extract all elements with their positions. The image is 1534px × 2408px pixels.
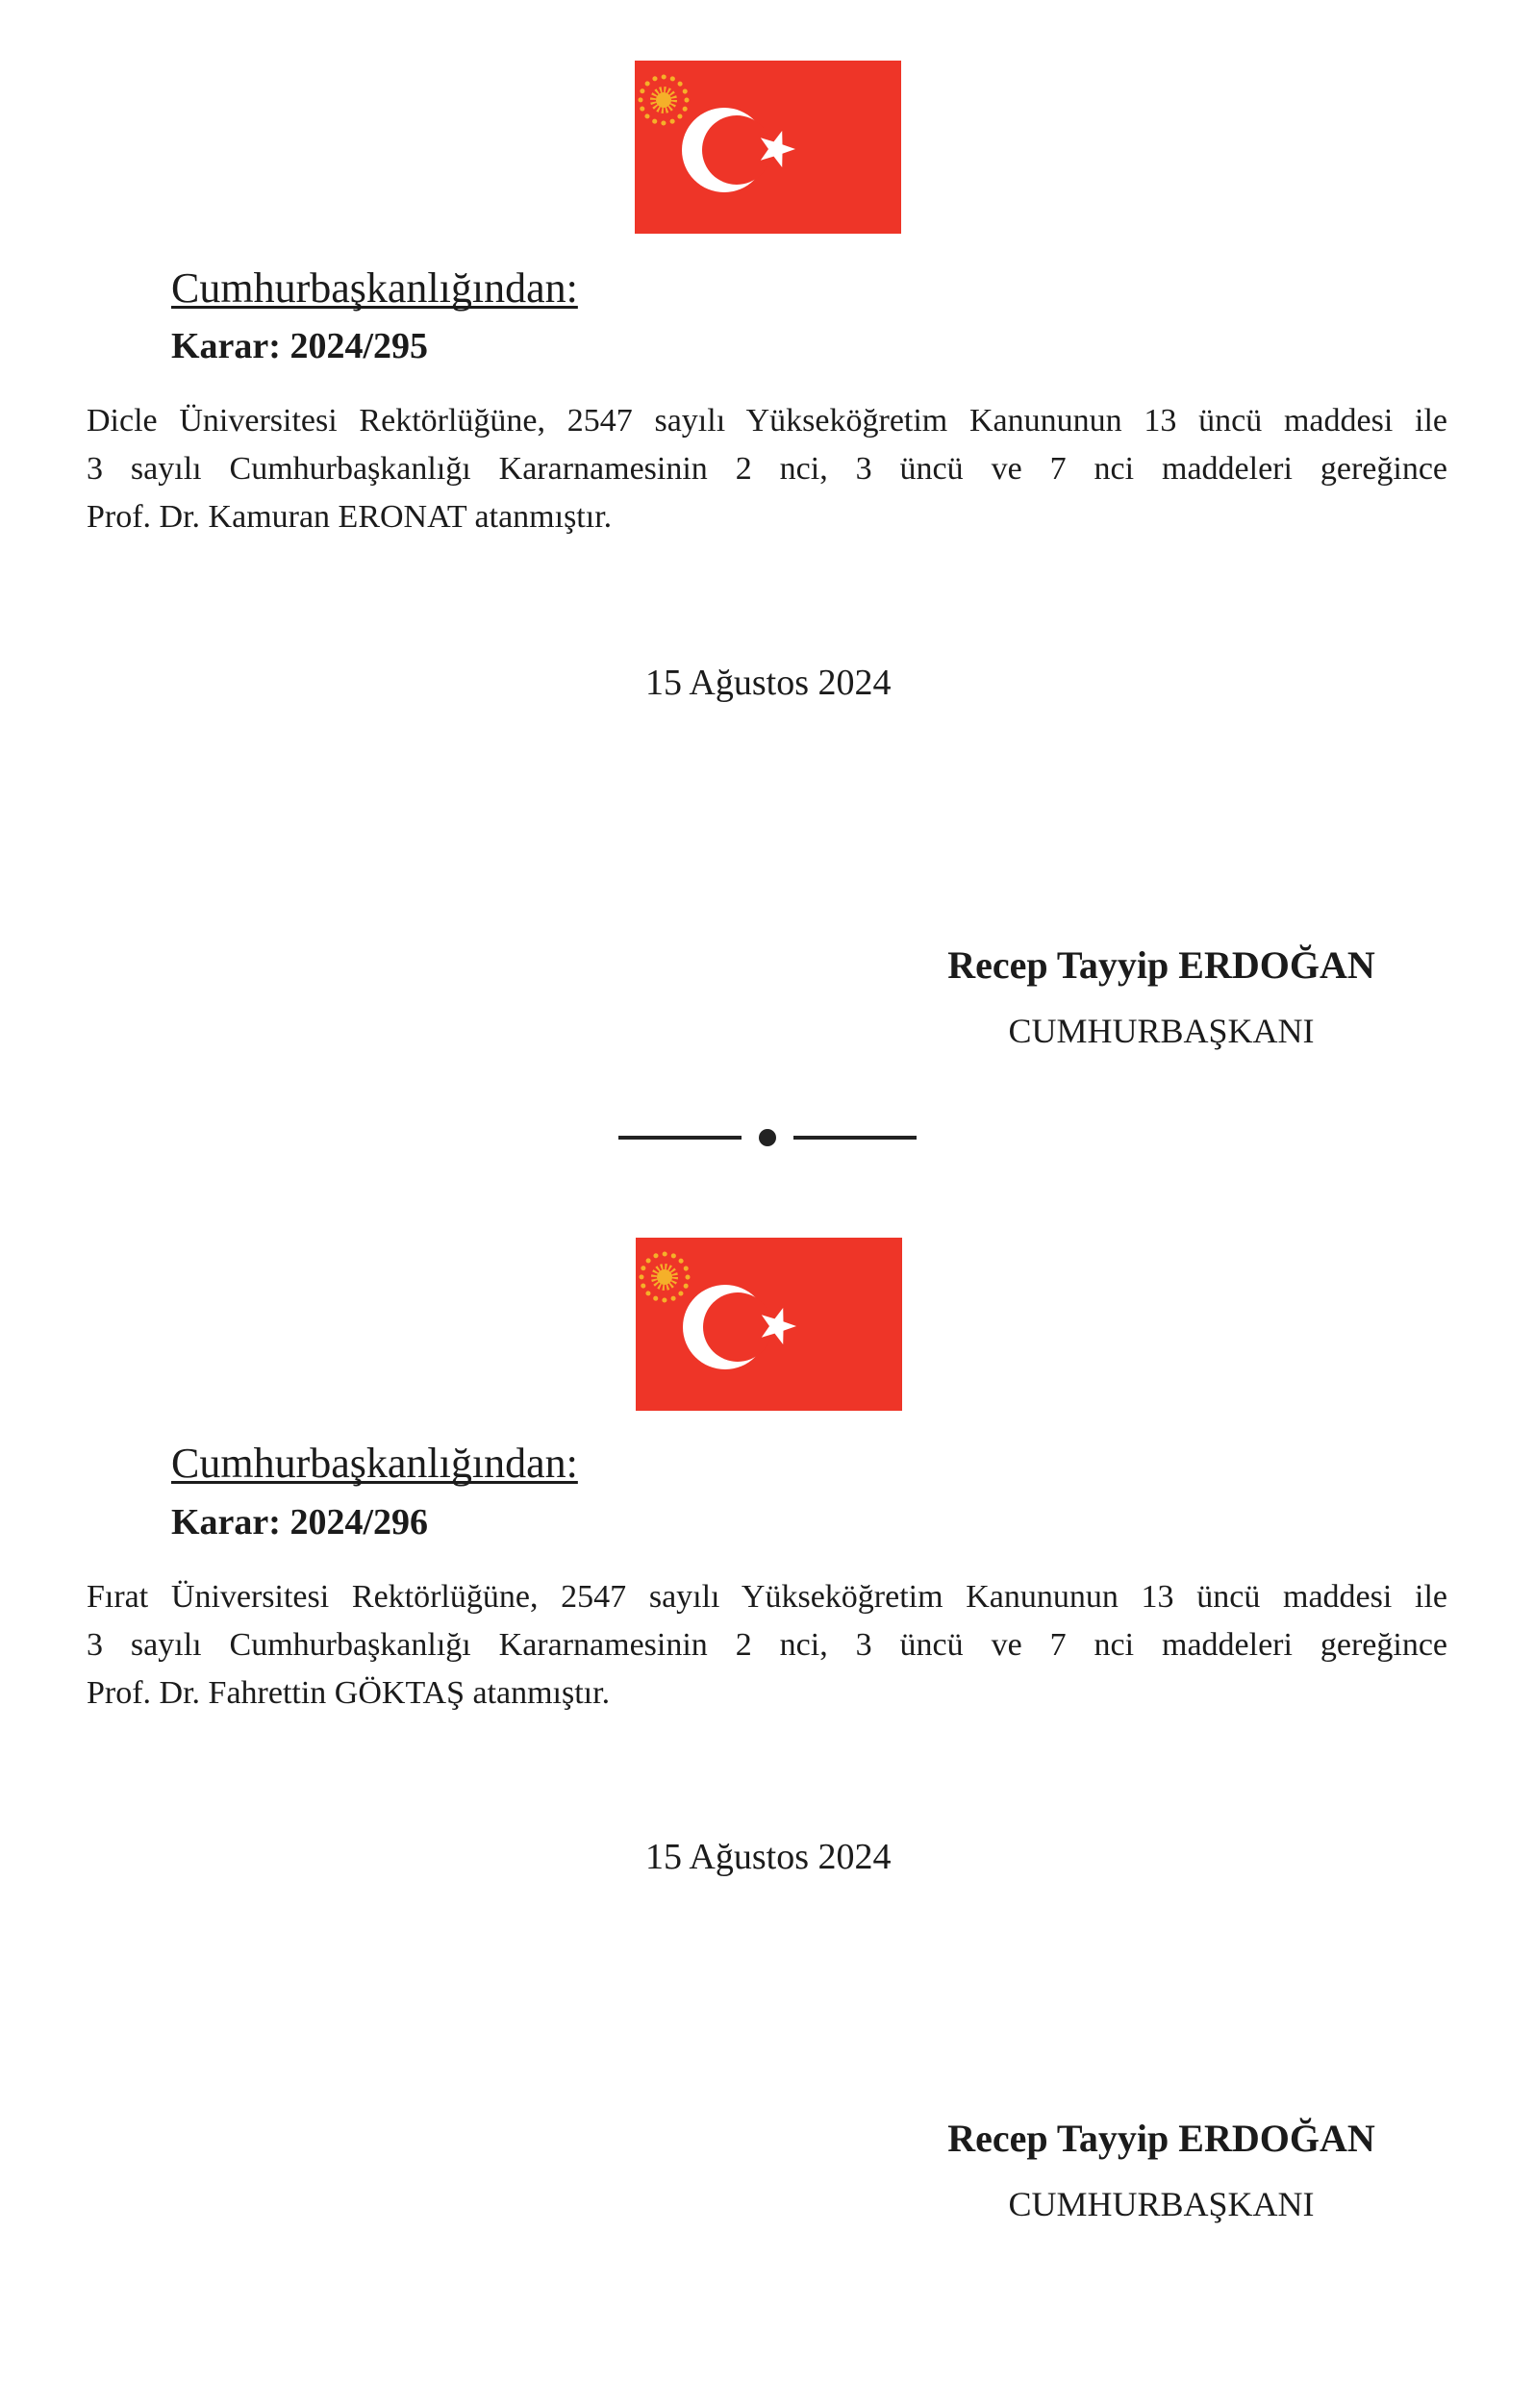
separator-line-left [618, 1136, 742, 1140]
presidential-flag-1 [635, 61, 901, 234]
decision-date: 15 Ağustos 2024 [645, 1837, 892, 1877]
decision-date: 15 Ağustos 2024 [645, 663, 892, 703]
separator-line-right [793, 1136, 917, 1140]
issuer-heading: Cumhurbaşkanlığından: [171, 264, 578, 312]
signer-name: Recep Tayyip ERDOĞAN [947, 2117, 1375, 2160]
section-separator [0, 1129, 1534, 1146]
issuer-heading: Cumhurbaşkanlığından: [171, 1440, 578, 1487]
body-line: 3 sayılı Cumhurbaşkanlığı Kararnamesinin 2 nci, 3 üncü ve 7 nci maddeleri gereğince [87, 1627, 1447, 1663]
decision-number: Karar: 2024/295 [171, 326, 429, 366]
signature-block [947, 944, 1375, 1050]
turkish-presidential-flag-icon [635, 61, 901, 234]
signer-title: CUMHURBAŞKANI [1008, 2185, 1315, 2223]
body-line: Prof. Dr. Kamuran ERONAT atanmıştır. [87, 499, 613, 535]
signer-name: Recep Tayyip ERDOĞAN [947, 943, 1375, 987]
signer-title: CUMHURBAŞKANI [1008, 1012, 1315, 1050]
decision-body [87, 1573, 1447, 1718]
body-line: Prof. Dr. Fahrettin GÖKTAŞ atanmıştır. [87, 1675, 611, 1711]
decision-number: Karar: 2024/296 [171, 1502, 429, 1543]
turkish-presidential-flag-icon [636, 1238, 902, 1411]
body-line: Dicle Üniversitesi Rektörlüğüne, 2547 sayılı Yükseköğretim Kanununun 13 üncü maddesi ile [87, 403, 1447, 439]
body-line: Fırat Üniversitesi Rektörlüğüne, 2547 sayılı Yükseköğretim Kanununun 13 üncü maddesi ile [87, 1579, 1447, 1615]
separator-dot [759, 1129, 776, 1146]
presidential-flag-2 [636, 1238, 902, 1411]
decision-body [87, 397, 1447, 541]
body-line: 3 sayılı Cumhurbaşkanlığı Kararnamesinin 2 nci, 3 üncü ve 7 nci maddeleri gereğince [87, 451, 1447, 487]
signature-block [947, 2118, 1375, 2223]
